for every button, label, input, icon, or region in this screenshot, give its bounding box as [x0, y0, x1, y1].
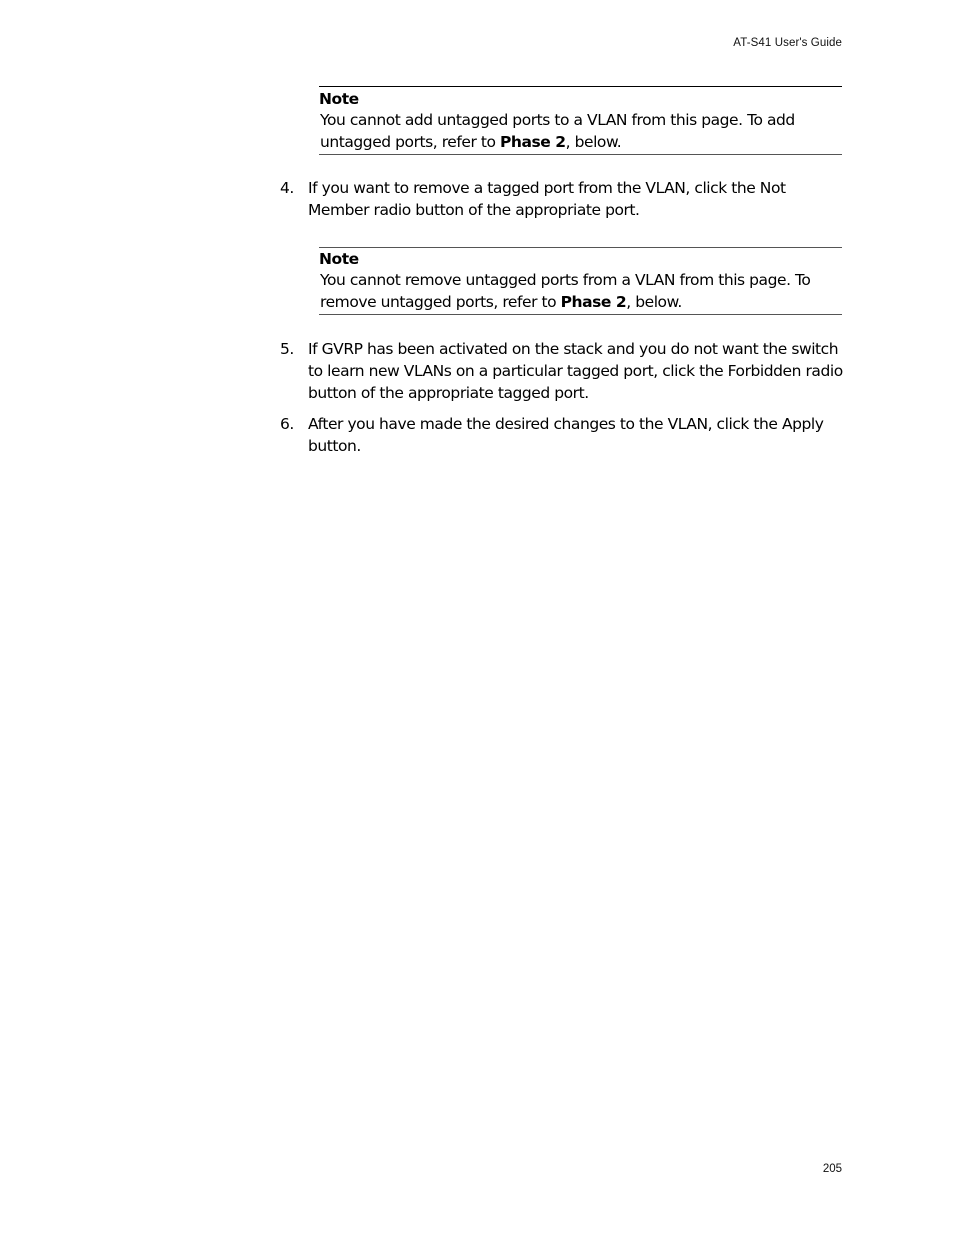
- note-title: Note: [319, 90, 359, 108]
- running-header: AT-S41 User's Guide: [733, 37, 842, 49]
- step-number: 4.: [280, 179, 294, 197]
- list-item: [280, 338, 845, 404]
- note-title: Note: [319, 250, 359, 268]
- note-text-end: , below.: [626, 293, 682, 311]
- note-emphasis: Phase 2: [560, 293, 627, 311]
- note-body: [319, 269, 842, 314]
- page-number: 205: [822, 1163, 842, 1175]
- step-text: After you have made the desired changes to the VLAN, click the Apply button.: [308, 415, 824, 455]
- note-text-end: , below.: [565, 133, 622, 151]
- note-text: You cannot add untagged ports to a VLAN from this page. To add untagged ports, refer to: [320, 111, 795, 151]
- note-box: [319, 247, 842, 315]
- step-text: If GVRP has been activated on the stack and you do not want the switch to learn new VLANs on a particular tagged port, click the Forbidden radio button of the appropriate tagged port.: [308, 340, 843, 402]
- note-body: [319, 109, 842, 154]
- note-bottom-rule: [319, 314, 842, 315]
- note-bottom-rule: [319, 154, 842, 155]
- note-text: You cannot remove untagged ports from a VLAN from this page. To remove untagged ports, refer to: [320, 271, 811, 311]
- step-number: 6.: [280, 415, 294, 433]
- step-number: 5.: [280, 340, 294, 358]
- step-text: If you want to remove a tagged port from the VLAN, click the Not Member radio button of the appropriate port.: [308, 179, 786, 219]
- list-item: [280, 413, 845, 457]
- note-box: [319, 86, 842, 155]
- list-item: [280, 177, 845, 221]
- note-emphasis: Phase 2: [500, 133, 566, 151]
